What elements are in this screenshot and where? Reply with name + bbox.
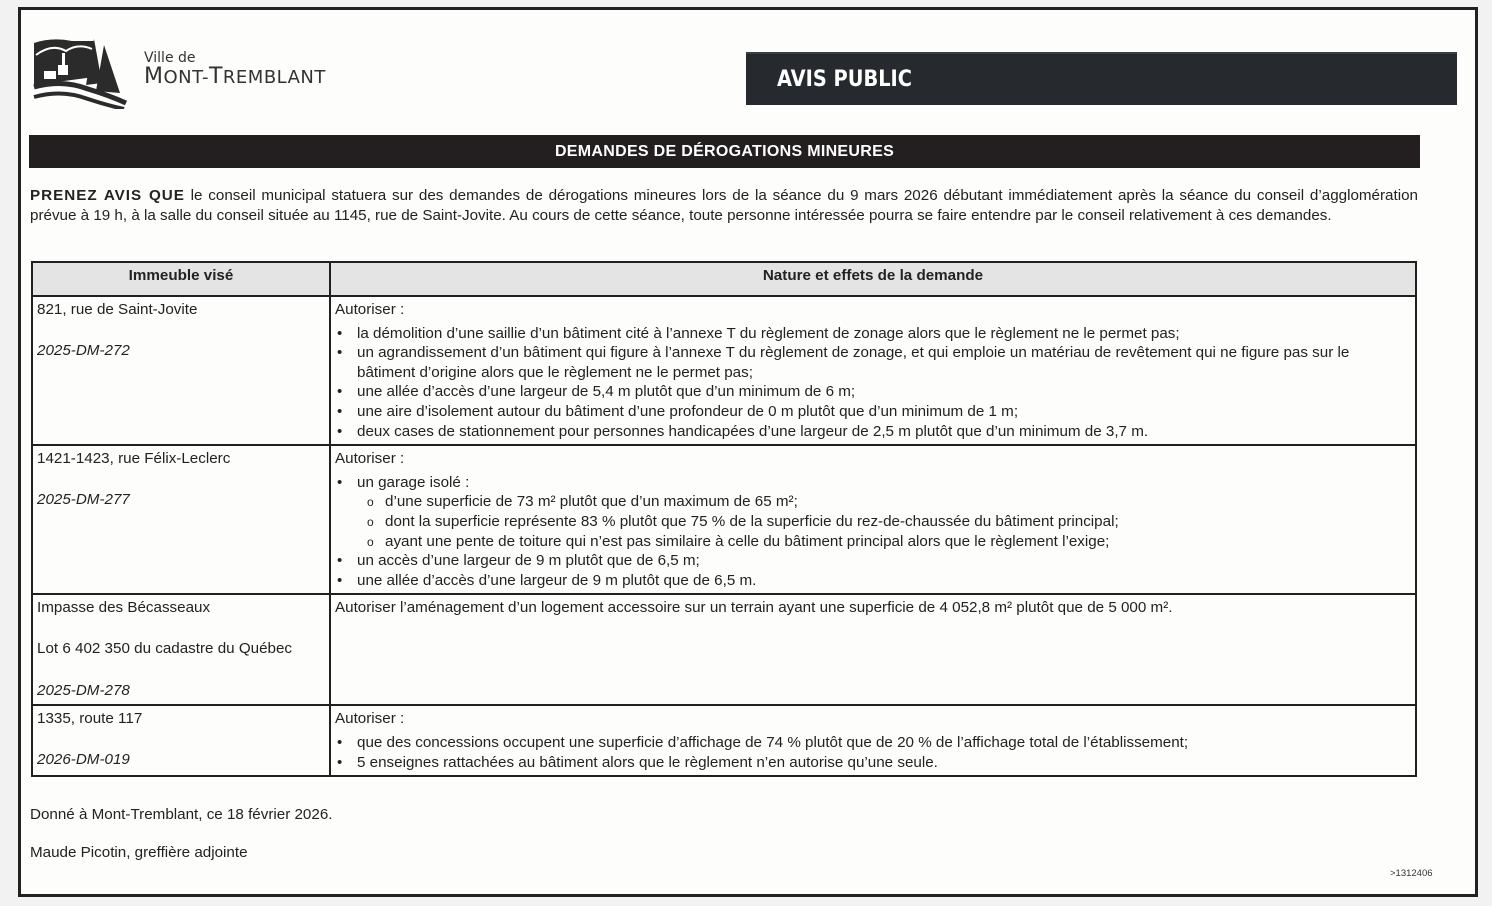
table-row	[32, 445, 1416, 594]
intro-text: le conseil municipal statuera sur des demandes de dérogations mineures lors de la séance du 9 mars 2026 débutant immédiatement après la séance du conseil d’agglomération prévue à 19 h, à la salle du conseil située au 1145, rue de Saint-Jovite. Au cours de cette séance, toute personne intéressée pourra se faire entendre par le conseil relativement à ces demandes.	[30, 187, 1418, 224]
property-cell	[32, 296, 330, 445]
intro-lead: PRENEZ AVIS QUE	[30, 187, 185, 204]
request-text: Autoriser l’aménagement d’un logement accessoire sur un terrain ayant une superficie de 4 052,8 m² plutôt que de 5 000 m².	[335, 599, 1173, 617]
list-item: • que des concessions occupent une superficie d’affichage de 74 % plutôt que de 20 % de l’affichage total de l’établissement;	[357, 733, 1411, 753]
file-number: 2025-DM-272	[37, 342, 130, 360]
list-item-text: un garage isolé :	[357, 473, 470, 491]
list-item: • une allée d’accès d’une largeur de 9 m plutôt que de 6,5 m.	[357, 571, 1411, 591]
avis-public-label: AVIS PUBLIC	[777, 67, 912, 92]
property-cell	[32, 705, 330, 776]
list-item: • une allée d’accès d’une largeur de 5,4 m plutôt que d’un minimum de 6 m;	[357, 382, 1411, 402]
logo-letter: T	[208, 64, 223, 89]
property-address: 821, rue de Saint-Jovite	[37, 301, 198, 318]
header-immeuble: Immeuble visé	[32, 262, 330, 296]
list-item: • une aire d’isolement autour du bâtiment d’une profondeur de 0 m plutôt que d’un minimum de 1 m;	[357, 402, 1411, 422]
header-nature: Nature et effets de la demande	[330, 262, 1416, 296]
given-date: Donné à Mont-Tremblant, ce 18 février 2026.	[30, 806, 333, 823]
logo-letters: REMBLANT	[222, 67, 326, 88]
logo-letter: M	[144, 64, 164, 89]
request-intro: Autoriser :	[335, 301, 405, 318]
logo-mont-tremblant	[144, 64, 326, 89]
mont-tremblant-logo-icon	[32, 35, 128, 109]
request-list	[335, 324, 1411, 442]
request-cell	[330, 296, 1416, 445]
request-intro: Autoriser :	[335, 710, 405, 728]
table-row	[32, 594, 1416, 705]
logo-letters: ONT-	[163, 67, 209, 88]
list-item: • 5 enseignes rattachées au bâtiment alors que le règlement n’en autorise qu’une seule.	[357, 753, 1411, 773]
list-item: • la démolition d’une saillie d’un bâtiment cité à l’annexe T du règlement de zonage alors que le règlement ne le permet pas;	[357, 324, 1411, 344]
request-cell	[330, 705, 1416, 776]
notice-title: DEMANDES DE DÉROGATIONS MINEURES	[29, 135, 1420, 168]
request-list	[335, 473, 1411, 591]
sub-list-item: o dont la superficie représente 83 % plutôt que 75 % de la superficie du rez-de-chaussée du bâtiment principal;	[385, 512, 1411, 532]
table-header-row	[32, 262, 1416, 296]
request-cell	[330, 445, 1416, 594]
file-number: 2025-DM-277	[37, 491, 130, 509]
property-address: 1335, route 117	[37, 710, 143, 728]
request-intro: Autoriser :	[335, 450, 405, 468]
table-row	[32, 296, 1416, 445]
avis-public-banner	[746, 52, 1457, 105]
request-list	[335, 733, 1411, 772]
logo-ville-de: Ville de	[144, 50, 196, 66]
file-number: 2025-DM-278	[37, 681, 130, 699]
property-address: Impasse des Bécasseaux	[37, 599, 211, 617]
requests-table	[31, 261, 1417, 777]
property-lot: Lot 6 402 350 du cadastre du Québec	[37, 640, 293, 658]
property-cell	[32, 594, 330, 705]
list-item	[357, 473, 1411, 551]
intro-paragraph	[30, 186, 1418, 225]
sub-list	[357, 492, 1411, 551]
property-address: 1421-1423, rue Félix-Leclerc	[37, 450, 231, 468]
list-item: • deux cases de stationnement pour personnes handicapées d’une largeur de 2,5 m plutôt que d’un minimum de 3,7 m.	[357, 422, 1411, 442]
request-cell	[330, 594, 1416, 705]
logo-text	[144, 50, 326, 89]
signature: Maude Picotin, greffière adjointe	[30, 844, 248, 861]
property-cell	[32, 445, 330, 594]
sub-list-item: o ayant une pente de toiture qui n’est pas similaire à celle du bâtiment principal alors que le règlement l’exige;	[385, 532, 1411, 552]
list-item: • un accès d’une largeur de 9 m plutôt que de 6,5 m;	[357, 551, 1411, 571]
list-item: • un agrandissement d’un bâtiment qui figure à l’annexe T du règlement de zonage, et qui emploie un matériau de revêtement qui ne figure pas sur le bâtiment d’origine alors que le règlement ne le permet pas;	[357, 343, 1411, 382]
file-number: 2026-DM-019	[37, 751, 130, 769]
sub-list-item: o d’une superficie de 73 m² plutôt que d’un maximum de 65 m²;	[385, 492, 1411, 512]
reference-number: >1312406	[1390, 868, 1433, 879]
table-row	[32, 705, 1416, 776]
